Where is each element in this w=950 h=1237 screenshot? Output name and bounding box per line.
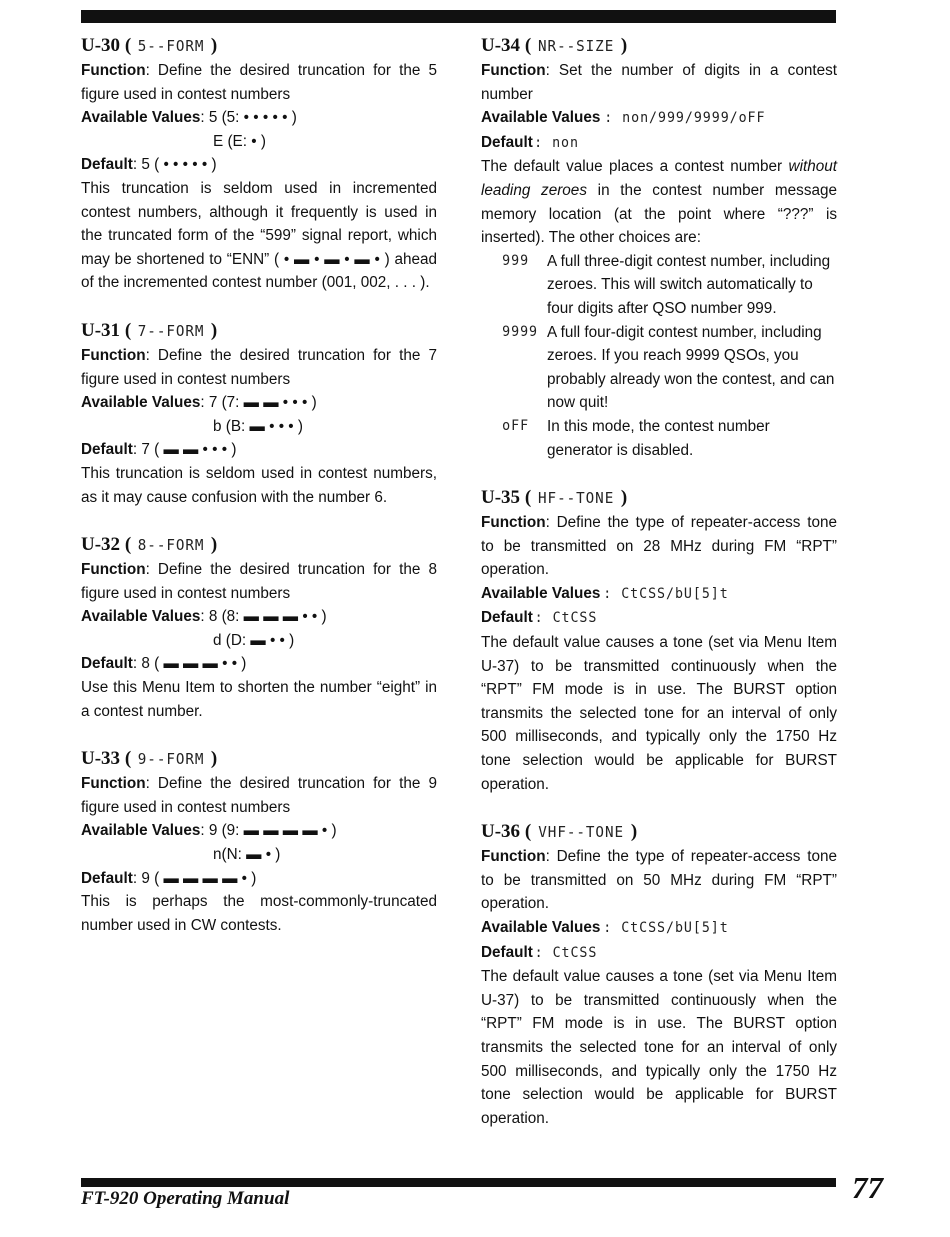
menu-item-u36 [481, 819, 837, 1130]
lcd-label: 8--FORM [137, 536, 205, 555]
item-body: The default value causes a tone (set via Menu Item U-37) to be transmitted continuously when the “RPT” FM mode is in use. The BURST option transmits the selected tone for an interval of only 500 milliseconds, and typically only the 1750 Hz tone selection would be applicable for BURST operation. [481, 968, 837, 1127]
default-line: Default: 5 ( • • • • • ) [81, 156, 217, 174]
menu-item-u34 [481, 33, 837, 462]
function-line: Function: Define the type of repeater-access tone to be transmitted on 50 MHz during FM “RPT” operation. [481, 848, 837, 913]
values-line: Available Values: 7 (7: ▬ ▬ • • • ) [81, 394, 317, 412]
lcd-label: HF--TONE [537, 489, 615, 508]
function-line: Function: Define the type of repeater-access tone to be transmitted on 28 MHz during FM “RPT” operation. [481, 514, 837, 579]
menu-item-u31 [81, 318, 437, 509]
default-line: Default: 7 ( ▬ ▬ • • • ) [81, 441, 237, 459]
item-body: Use this Menu Item to shorten the number “eight” in a contest number. [81, 679, 437, 720]
default-line: Default : CtCSS [481, 609, 598, 627]
function-line: Function: Define the desired truncation for the 8 figure used in contest numbers [81, 561, 437, 602]
item-heading: U-35 ( HF--TONE ) [481, 485, 837, 511]
choice-list [501, 250, 837, 462]
values-line-2: b (B: ▬ • • • ) [213, 417, 304, 435]
lcd-label: NR--SIZE [537, 37, 615, 55]
function-line: Function: Define the desired truncation for the 9 figure used in contest numbers [81, 775, 437, 816]
lcd-label: 7--FORM [137, 321, 205, 340]
default-line: Default: 9 ( ▬ ▬ ▬ ▬ • ) [81, 869, 257, 887]
item-body: This truncation is seldom used in incremented contest numbers, although it frequently is used in the truncated form of the “599” signal report, which may be shortened to “ENN” ( • ▬ • ▬ • ▬ • ) ahead of the incremented contest number (001, 002, . . . ). [81, 179, 437, 292]
lcd-label: 9--FORM [137, 750, 205, 769]
function-line: Function: Set the number of digits in a contest number [481, 62, 837, 103]
default-line: Default: 8 ( ▬ ▬ ▬ • • ) [81, 655, 247, 673]
values-line-2: d (D: ▬ • • ) [213, 631, 295, 649]
footer-title: FT-920 Operating Manual [81, 1188, 290, 1209]
list-item: oFF In this mode, the contest number generator is disabled. [502, 417, 770, 459]
item-heading: U-34 ( NR--SIZE ) [481, 33, 837, 59]
values-line-2: E (E: • ) [213, 132, 266, 150]
item-body: This is perhaps the most-commonly-truncated number used in CW contests. [81, 893, 437, 934]
item-heading: U-30 ( 5--FORM ) [81, 33, 437, 59]
item-heading: U-32 ( 8--FORM ) [81, 532, 437, 558]
values-line-2: n(N: ▬ • ) [213, 846, 281, 864]
default-line: Default: non [481, 133, 579, 151]
values-line: Available Values: 5 (5: • • • • • ) [81, 109, 297, 127]
left-column [81, 33, 437, 960]
page-number: 77 [852, 1170, 883, 1205]
lcd-label: VHF--TONE [538, 823, 624, 842]
values-line: Available Values : CtCSS/bU[5]t [481, 584, 730, 602]
function-line: Function: Define the desired truncation for the 7 figure used in contest numbers [81, 346, 437, 388]
menu-item-u35 [481, 485, 837, 796]
item-heading: U-33 ( 9--FORM ) [81, 746, 437, 772]
menu-item-u32 [81, 532, 437, 723]
right-column [481, 33, 837, 1153]
values-line: Available Values: 8 (8: ▬ ▬ ▬ • • ) [81, 608, 327, 626]
menu-item-u33 [81, 746, 437, 937]
values-line: Available Values : non/999/9999/oFF [481, 109, 766, 127]
list-item: 999 A full three-digit contest number, including zeroes. This will switch automatically to four digits after QSO number 999. [502, 252, 831, 317]
bottom-rule [81, 1178, 836, 1187]
list-item: 9999 A full four-digit contest number, including zeroes. If you reach 9999 QSOs, you probably already won the contest, and can now quit! [502, 323, 835, 412]
item-body: The default value causes a tone (set via Menu Item U-37) to be transmitted continuously when the “RPT” FM mode is in use. The BURST option transmits the selected tone for an interval of only 500 milliseconds, and typically only the 1750 Hz tone selection would be applicable for BURST operation. [481, 634, 837, 793]
function-line: Function: Define the desired truncation for the 5 figure used in contest numbers [81, 62, 437, 103]
item-heading: U-31 ( 7--FORM ) [81, 318, 437, 344]
lcd-label: 5--FORM [137, 37, 205, 55]
values-line: Available Values: 9 (9: ▬ ▬ ▬ ▬ • ) [81, 822, 337, 840]
item-body: The default value places a contest number without leading zeroes in the contest number message memory location (at the point where “???” is inserted). The other choices are: [481, 158, 837, 247]
top-rule [81, 10, 836, 23]
default-line: Default : CtCSS [481, 943, 598, 961]
menu-item-u30 [81, 33, 437, 295]
values-line: Available Values : CtCSS/bU[5]t [481, 919, 730, 936]
item-heading: U-36 ( VHF--TONE ) [481, 819, 837, 845]
item-body: This truncation is seldom used in contest numbers, as it may cause confusion with the number 6. [81, 464, 437, 506]
